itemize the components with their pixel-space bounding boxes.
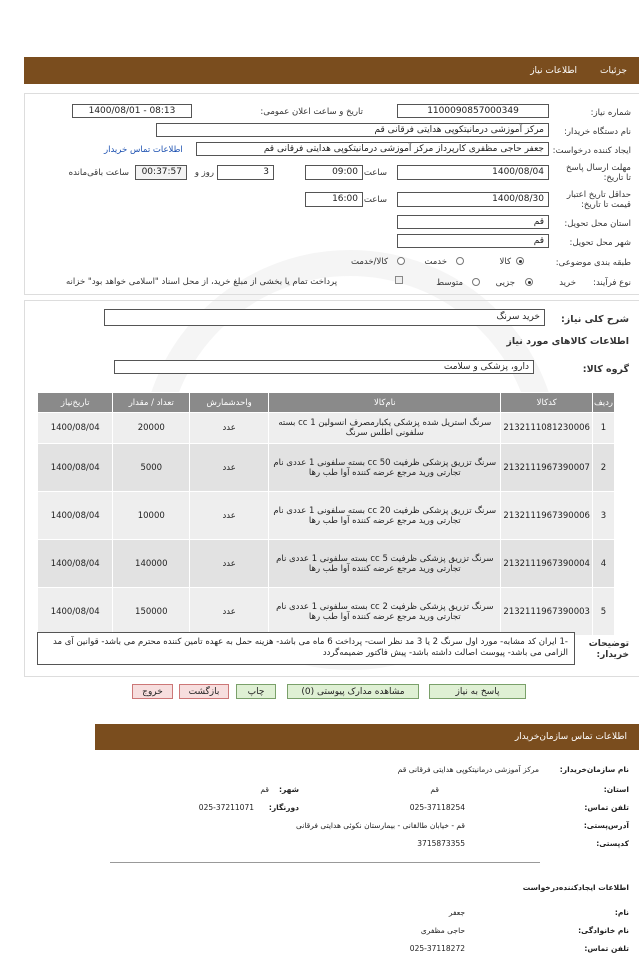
goods-group-field: دارو، پزشکی و سلامت (114, 360, 534, 374)
cell-name: سرنگ استریل شده پزشکی یکبارمصرف انسولین 1 cc بسته سلفونی اطلس سرنگ (269, 413, 501, 444)
table-row (38, 444, 615, 492)
creator-phone-value: 025-37118272 (409, 944, 465, 953)
creator-field: جعفر حاجی مظفری کارپرداز مرکز آموزشی درمانیتکوپی هدایتی فرقانی قم (196, 142, 549, 156)
need-no-field: 1100090857000349 (397, 104, 549, 118)
validity-time-label: ساعت (363, 195, 387, 205)
reply-button[interactable]: پاسخ به نیاز (429, 684, 526, 699)
cell-row-no: 1 (592, 413, 614, 444)
buyer-field: مرکز آموزشی درمانیتکوپی هدایتی فرقانی قم (156, 123, 549, 137)
contact-fax-value: 025-37211071 (198, 803, 254, 812)
cell-row-no: 4 (592, 540, 614, 588)
table-row (38, 492, 615, 540)
col-code: کدکالا (501, 393, 593, 413)
need-no-label: شماره نیاز: (590, 108, 631, 118)
process-buy-label: خرید (559, 278, 576, 288)
province-field: قم (397, 215, 549, 229)
cell-unit: عدد (190, 588, 269, 636)
cell-qty: 20000 (113, 413, 190, 444)
creator-name-value: جعفر (448, 908, 465, 917)
creator-name-label: نام: (614, 908, 629, 917)
contact-phone-value: 025-37118254 (409, 803, 465, 812)
cell-qty: 5000 (113, 444, 190, 492)
col-row-no: ردیف (592, 393, 614, 413)
table-row (38, 540, 615, 588)
city-field: قم (397, 234, 549, 248)
cell-name: سرنگ تزریق پزشکی ظرفیت 50 cc بسته سلفونی 1 عددی نام تجارتی ورید مرجع عرضه کننده آوا طب رها (269, 444, 501, 492)
contact-province-value: قم (430, 785, 439, 794)
description-label: شرح کلی نیاز: (560, 314, 629, 325)
province-label: استان محل تحویل: (564, 219, 631, 229)
postal-value: 3715873355 (417, 839, 465, 848)
buyer-label: نام دستگاه خریدار: (564, 127, 631, 137)
process-minor-label: جزیی (495, 278, 515, 288)
process-label: نوع فرآیند: (593, 278, 631, 288)
cell-name: سرنگ تزریق پزشکی ظرفیت 20 cc بسته سلفونی 1 عددی نام تجارتی ورید مرجع عرضه کننده آوا طب رها (269, 492, 501, 540)
org-label: نام سازمان‌خریدار: (559, 765, 629, 774)
table-row (38, 413, 615, 444)
buyer-contact-link[interactable]: اطلاعات تماس خریدار (104, 145, 183, 155)
org-value: مرکز آموزشی درمانیتکوپی هدایتی فرقانی قم (397, 765, 539, 774)
table-header-row (38, 393, 615, 413)
exit-button[interactable]: خروج (132, 684, 173, 699)
address-label: آدرس‌پستی: (583, 821, 629, 830)
city-label: شهر محل تحویل: (569, 238, 631, 248)
creator-family-label: نام خانوادگی: (578, 926, 629, 935)
cell-row-no: 2 (592, 444, 614, 492)
contact-fax-label: دورنگار: (268, 803, 299, 812)
cell-unit: عدد (190, 492, 269, 540)
creator-label: ایجاد کننده درخواست: (552, 146, 631, 156)
contact-header-bar (95, 724, 639, 750)
contact-province-label: استان: (603, 785, 629, 794)
deadline-time-field: 09:00 (305, 165, 363, 180)
announce-label: تاریخ و ساعت اعلان عمومی: (260, 107, 363, 117)
remaining-label: ساعت باقی‌مانده (68, 168, 129, 178)
creator-family-value: حاجی مظفری (420, 926, 465, 935)
cell-qty: 140000 (113, 540, 190, 588)
print-button[interactable]: چاپ (236, 684, 276, 699)
nav-details[interactable]: جزئیات (600, 66, 627, 76)
cell-code: 2132111967390004 (501, 540, 593, 588)
category-both-label: کالا/خدمت (351, 257, 388, 267)
cell-row-no: 5 (592, 588, 614, 636)
cell-unit: عدد (190, 444, 269, 492)
col-qty: تعداد / مقدار (113, 393, 190, 413)
validity-label: حداقل تاریخ اعتبار قیمت تا تاریخ: (566, 190, 631, 210)
validity-date-field: 1400/08/30 (397, 192, 549, 207)
address-value: قم - خیابان طالقانی - بیمارستان نکوئی هدایتی فرقانی (296, 821, 465, 830)
creator-info-title: اطلاعات ایجادکننده‌درخواست (522, 883, 629, 892)
cell-name: سرنگ تزریق پزشکی ظرفیت 2 cc بسته سلفونی 1 عددی نام تجارتی ورید مرجع عرضه کننده آوا طب رها (269, 588, 501, 636)
table-row (38, 588, 615, 636)
attachments-button[interactable]: مشاهده مدارک پیوستی (0) (287, 684, 419, 699)
days-label: روز و (194, 168, 214, 178)
description-field: خرید سرنگ (104, 309, 545, 326)
contact-phone-label: تلفن تماس: (584, 803, 629, 812)
col-unit: واحدشمارش (190, 393, 269, 413)
contact-city-value: قم (260, 785, 269, 794)
contact-city-label: شهر: (279, 785, 299, 794)
col-name: نام‌کالا (269, 393, 501, 413)
cell-qty: 150000 (113, 588, 190, 636)
deadline-label: مهلت ارسال پاسخ تا تاریخ: (566, 163, 631, 183)
deadline-time-label: ساعت (363, 168, 387, 178)
postal-label: کدپستی: (596, 839, 629, 848)
category-service-radio[interactable] (456, 257, 464, 265)
treasury-payment-note: پرداخت تمام یا بخشی از مبلغ خرید، از محل اسناد "اسلامی خواهد بود" خزانه (66, 277, 338, 287)
cell-name: سرنگ تزریق پزشکی ظرفیت 5 cc بسته سلفونی 1 عددی نام تجارتی ورید مرجع عرضه کننده آوا طب رها (269, 540, 501, 588)
cell-date: 1400/08/04 (38, 588, 113, 636)
cell-date: 1400/08/04 (38, 492, 113, 540)
cell-unit: عدد (190, 540, 269, 588)
process-minor-radio[interactable] (525, 278, 533, 286)
contact-title: اطلاعات تماس سازمان‌خریدار (514, 732, 627, 742)
creator-phone-label: تلفن تماس: (584, 944, 629, 953)
back-button[interactable]: بازگشت (179, 684, 229, 699)
nav-need-info[interactable]: اطلاعات نیاز (530, 66, 577, 76)
category-both-radio[interactable] (397, 257, 405, 265)
cell-date: 1400/08/04 (38, 444, 113, 492)
days-field: 3 (217, 165, 274, 180)
cell-qty: 10000 (113, 492, 190, 540)
cell-date: 1400/08/04 (38, 413, 113, 444)
category-service-label: خدمت (424, 257, 447, 267)
header-bar (24, 57, 639, 84)
process-medium-label: متوسط (436, 278, 463, 288)
cell-code: 2132111967390003 (501, 588, 593, 636)
cell-code: 2132111081230006 (501, 413, 593, 444)
category-goods-radio[interactable] (516, 257, 524, 265)
cell-unit: عدد (190, 413, 269, 444)
cell-code: 2132111967390007 (501, 444, 593, 492)
deadline-date-field: 1400/08/04 (397, 165, 549, 180)
process-medium-radio[interactable] (472, 278, 480, 286)
announce-field: 1400/08/01 - 08:13 (72, 104, 192, 118)
goods-group-label: گروه کالا: (582, 364, 629, 375)
category-goods-label: کالا (499, 257, 511, 267)
col-date: تاریخ‌نیاز (38, 393, 113, 413)
items-table (37, 392, 615, 636)
cell-row-no: 3 (592, 492, 614, 540)
validity-time-field: 16:00 (305, 192, 363, 207)
cell-code: 2132111967390006 (501, 492, 593, 540)
goods-info-title: اطلاعات کالاهای مورد نیاز (506, 336, 629, 347)
contact-divider (110, 862, 540, 863)
category-label: طبقه بندی موضوعی: (555, 258, 631, 268)
buyer-notes-field: -1 ایران کد مشابه- مورد اول سرنگ 2 یا 3 مد نظر است- پرداخت 6 ماه می باشد- هزینه حمل به عهده تامین کننده محترم می باشد- قوانین آی مد الزامی می باشد- پیوست اصالت داشته باشد- پیش فاکتور ضمیمه‌گردد (37, 632, 575, 665)
cell-date: 1400/08/04 (38, 540, 113, 588)
treasury-payment-checkbox[interactable] (395, 276, 403, 284)
remaining-time-field: 00:37:57 (135, 165, 187, 180)
buyer-notes-label: توضیحات خریدار: (588, 639, 629, 660)
